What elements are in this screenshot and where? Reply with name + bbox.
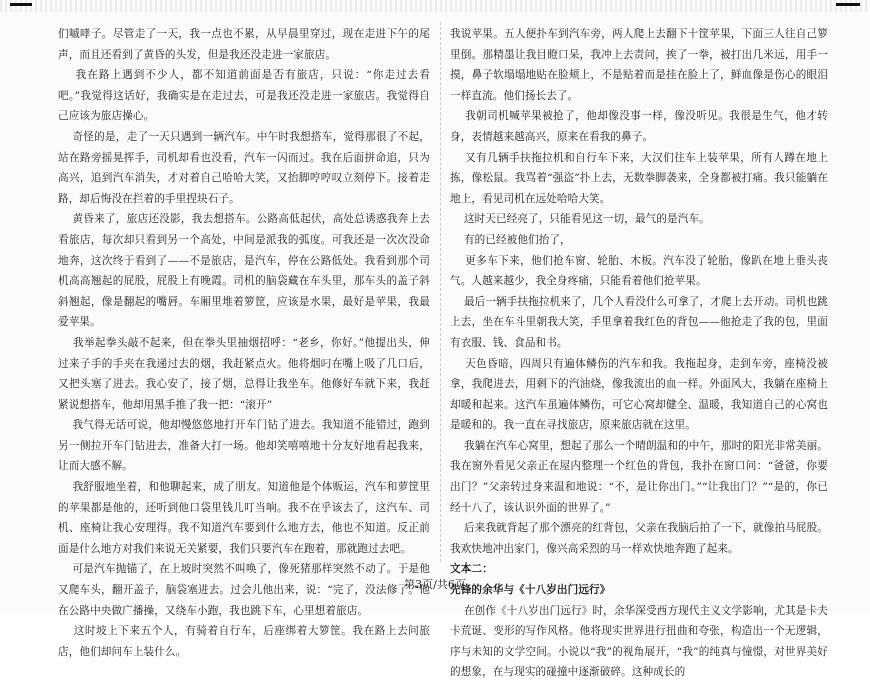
paragraph: 我躺在汽车心窝里，想起了那么一个晴朗温和的中午，那时的阳光非常美丽。我在窗外看见父亲正在屋内整理一个红色的背包，我扑在窗口问：“爸爸，你要出门？”父亲转过身来温和地说：“不，是让你出门。”“让我出门？”“是的，你已经十八了，该认识外面的世界了。” bbox=[450, 439, 828, 514]
paragraph: 我舒服地坐着，和他聊起来，成了朋友。知道他是个体贩运，汽车和萝筐里的苹果都是他的，还听到他口袋里钱儿叮当响。我不在乎该去了，这汽车、司机、座椅让我心安理得。我不知道汽车要到什么地方去，他也不知道。反正前面是什么地方对我们来说无关紧要，我们只要汽车在跑着，那就跑过去吧。 bbox=[58, 481, 430, 555]
paragraph: 我说苹果。五人便扑车到汽车旁，两人爬上去翻下十筐苹果，下面三人往自己箩里倒。那精墨让我目瞪口呆，我冲上去责问，挨了一拳，被打出几米远，用手一摸，鼻子软塌塌地贴在脸颊上，不是贴着而是挂在脸上了，鲜血像是伤心的眼泪一样直流。他们扬长去了。 bbox=[450, 28, 828, 102]
paragraph: 黄昏来了，旅店还没影，我去想搭车。公路高低起伏，高处总诱惑我奔上去看旅店，每次却只看到另一个高处，中间是派我的弧度。可我还是一次次没命地奔，这次终于看到了——不是旅店，是汽车，停在公路低处。我看到那个司机高高翘起的屁股，屁股上有晚霞。司机的脑袋藏在车头里，那车头的盖子斜斜翘起，像是翻起的嘴唇。车厢里堆着箩筐，应该是水果，最好是苹果，我最爱苹果。 bbox=[58, 213, 430, 329]
paragraph: 这时天已经亮了，只能看见这一切，最气的是汽车。 bbox=[450, 213, 710, 226]
corner-mark bbox=[10, 3, 32, 6]
paragraph: 这时坡上下来五个人，有骑着自行车，后座绑着大箩筐。我在路上去问旅店，他们却问车上装什么。 bbox=[58, 625, 431, 658]
paragraph: 可是汽车抛锚了，在上坡时突然不叫唤了，像死猪那样突然不动了。于是他又爬车头，翻开盖子，脑袋塞进去。过会儿他出来，说：“完了，没法修了。”他在公路中央做广播操，又绕车小跑，我也跳下车，心里想着旅店。 bbox=[58, 563, 430, 617]
scan-edge bbox=[0, 0, 870, 12]
paragraph: 我朝司机喊苹果被抢了，他却像没事一样，像没听见。我很是生气，他才转身，表情越来越高兴，原来在看我的鼻子。 bbox=[450, 110, 829, 143]
paragraph: 有的已经被他们抬了， bbox=[450, 233, 571, 246]
paragraph: 更多车下来，他们抢车窗、轮胎、木板。汽车没了轮胎，像趴在地上垂头丧气。人越来越少，我全身疼痛，只能看着他们抢苹果。 bbox=[450, 254, 829, 288]
paragraph: 又有几辆手扶拖拉机和自行车下来，大汉们往车上装苹果，所有人蹲在地上拣，像松鼠。我骂着“强盗”扑上去，无数拳脚袭来，全身都被打痛。我只能躺在地上，看见司机在远处哈哈大笑。 bbox=[450, 151, 829, 205]
paragraph: 最后一辆手扶拖拉机来了，几个人看没什么可拿了，才爬上去开动。司机也跳上去，坐在车斗里朝我大笑，手里拿着我红色的背包——他抢走了我的包，里面有衣服、钱、食品和书。 bbox=[450, 295, 828, 349]
section-label: 文本二： bbox=[450, 563, 493, 576]
paragraph: 我气得无话可说，他却慢悠悠地打开车门钻了进去。我知道不能错过，跑到另一侧拉开车门钻进去，准备大打一场。他却笑嘻嘻地十分友好地看起我来，让而大感不解。 bbox=[58, 419, 430, 473]
paragraph: 奇怪的是，走了一天只遇到一辆汽车。中午时我想搭车，觉得那很了不起，站在路旁摇晃挥手，司机却看也没看，汽车一闪而过。我在后面拼命追，只为高兴，追到汽车消失，才对着自己哈哈大笑，又抬脚哼哼叹立刻停下。接着走路，却后悔没在拦着的手里捏块石子。 bbox=[58, 130, 430, 205]
paragraph: 后来我就背起了那个漂亮的红背包，父亲在我脑后拍了一下，就像拍马屁股。我欢快地冲出家门，像兴高采烈的马一样欢快地奔跑了起来。 bbox=[450, 522, 828, 555]
paragraph: 在创作《十八岁出门远行》时，余华深受西方现代主义文学影响，尤其是卡夫卡荒诞、变形的写作风格。他将现实世界进行扭曲和夸张，构造出一个无逻辑，序与未知的文学空间。小说以“我”的视角展开，“我”的纯真与憧憬，对世界美好的想象，在与现实的碰撞中逐渐破碎。这种成长的 bbox=[450, 604, 828, 679]
paragraph: 天色昏暗，四周只有遍体鳞伤的汽车和我。我拖起身，走到车旁，座椅没被拿，我爬进去，用剩下的汽油烧，像我流出的血一样。外面风大，我躺在座椅上却暖和起来。这汽车虽遍体鳞伤，可它心窝却健全、温暖，我知道自己的心窝也是暖和的。我一直在寻找旅店，原来旅店就在这里。 bbox=[450, 357, 829, 432]
left-column bbox=[58, 24, 430, 662]
column-divider bbox=[440, 22, 442, 562]
paragraph: 我举起拳头敲不起来，但在拳头里抽烟招呼：“老乡，你好。”他提出头，伸过来子手的手夹在我递过去的烟，我赶紧点火。他将烟叼在嘴上吸了几口后，又把头塞了进去。我心安了，接了烟，总得让我坐车。他修好车就下来，我赶紧说想搭车，他却用黑手推了我一把：“滚开” bbox=[58, 336, 430, 411]
article-title: 先锋的余华与《十八岁出门远行》 bbox=[450, 584, 611, 597]
corner-mark bbox=[836, 3, 860, 6]
paragraph: 我在路上遇到不少人，都不知道前面是否有旅店，只说：“你走过去看吧。”我觉得这话好，我确实是在走过去，可是我还没走进一家旅店。我觉得自己应该为旅店操心。 bbox=[58, 69, 431, 123]
paragraph: 们嘁哮子。尽管走了一天，我一点也不累，从早晨里穿过，现在走进下午的尾声，而且还看到了黄昏的头发，但是我还没走进一家旅店。 bbox=[58, 28, 430, 61]
page-footer: 第3页/共6页 bbox=[404, 578, 466, 591]
